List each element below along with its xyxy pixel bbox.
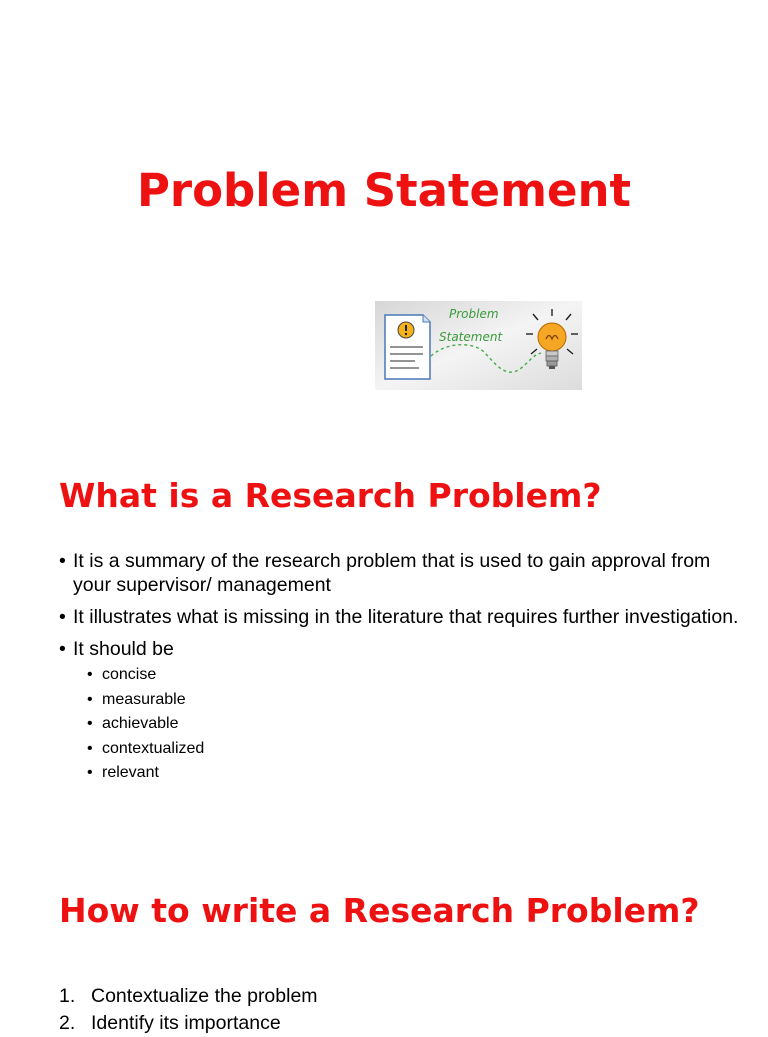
image-caption-line2: Statement — [439, 330, 503, 344]
sub-bullet-item: • measurable — [87, 688, 739, 713]
image-caption-line1: Problem — [449, 307, 499, 321]
section-heading-how: How to write a Research Problem? — [59, 891, 700, 930]
bullet-list — [59, 549, 739, 794]
bullet-item: • It illustrates what is missing in the literature that requires further investigation. — [59, 605, 739, 629]
section-heading-what: What is a Research Problem? — [59, 476, 602, 515]
item-number: 1. — [59, 985, 76, 1007]
sub-bullet-list — [87, 663, 739, 786]
item-text: Contextualize the problem — [91, 985, 318, 1007]
bullet-item — [59, 637, 739, 786]
sub-bullet-item: • concise — [87, 663, 739, 688]
sub-bullet-item: • achievable — [87, 712, 739, 737]
numbered-list — [59, 983, 318, 1037]
item-number: 2. — [59, 1012, 76, 1034]
problem-statement-illustration — [375, 301, 582, 390]
slide-title: Problem Statement — [136, 164, 632, 217]
sub-bullet-item: • relevant — [87, 761, 739, 786]
bullet-text: It should be — [73, 638, 174, 660]
numbered-item — [59, 983, 318, 1010]
bullet-item: • It is a summary of the research problem that is used to gain approval from your supervisor/ management — [59, 549, 739, 597]
item-text: Identify its importance — [91, 1012, 281, 1034]
document-icon — [385, 315, 430, 379]
sub-bullet-item: • contextualized — [87, 737, 739, 762]
